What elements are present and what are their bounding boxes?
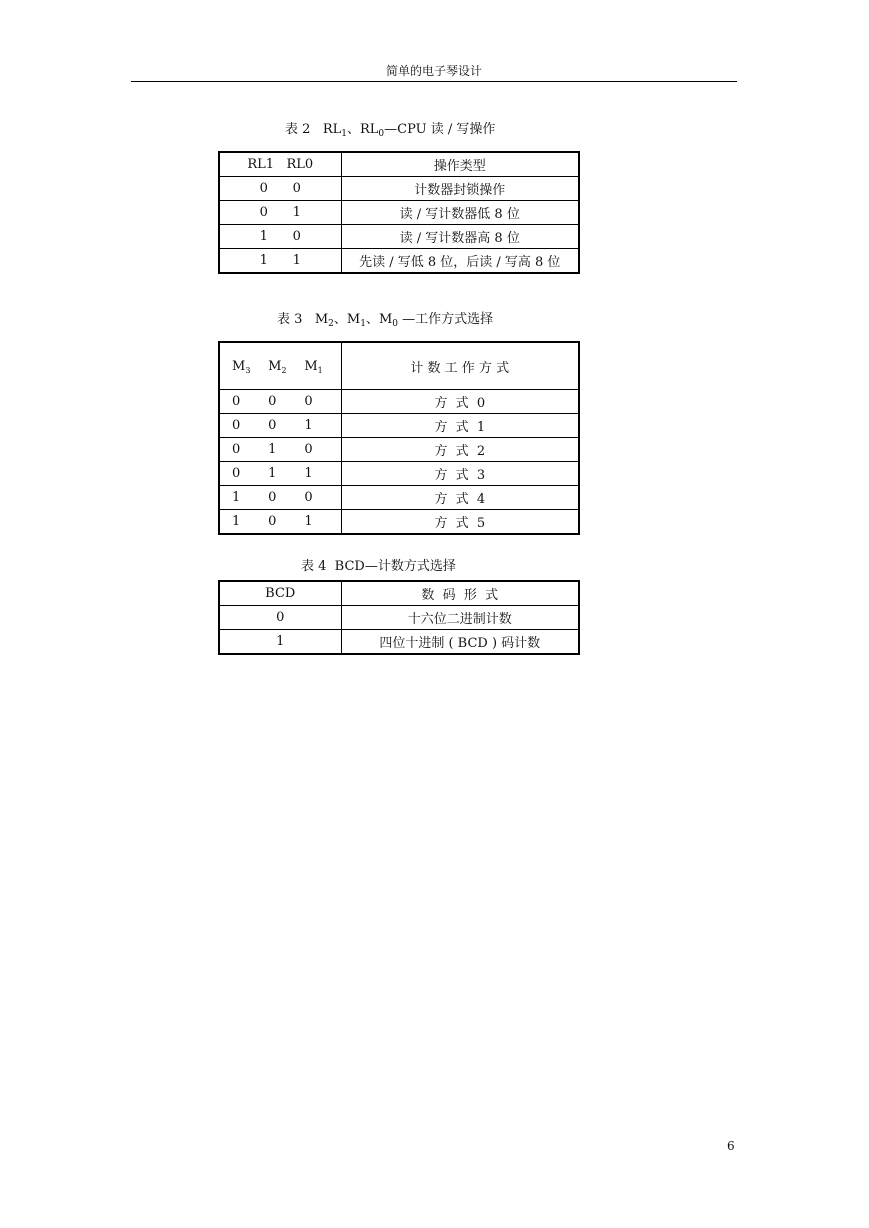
table-row <box>219 390 579 414</box>
m2-label: $M_2$ <box>268 358 287 375</box>
m-bits-cell: 1 0 0 <box>219 486 341 510</box>
header-cell-rl: RL1 RL0 <box>219 152 341 177</box>
header-cell-mode: 计 数 工 作 方 式 <box>341 342 579 390</box>
table2-caption: 表 2 $RL_1$、$RL_0—CPU$ 读 / 写操作 <box>285 122 496 139</box>
mode-cell: 方 式 3 <box>341 462 579 486</box>
table-row <box>219 606 579 630</box>
table3-caption: 表 3 $M_2$、$M_1$、$M_0$ —工作方式选择 <box>277 312 494 329</box>
op-cell: 计数器封锁操作 <box>341 177 579 201</box>
table4 <box>218 580 580 655</box>
rl-bits-cell: 0 0 <box>219 177 341 201</box>
m1-label: $M_1$ <box>304 358 323 375</box>
table-row <box>219 510 579 535</box>
m3-label: $M_3$ <box>232 358 251 375</box>
table-header-row <box>219 342 579 390</box>
rl-bits-cell: 1 0 <box>219 225 341 249</box>
m-bits-cell: 0 0 0 <box>219 390 341 414</box>
form-cell: 四位十进制 ( BCD ) 码计数 <box>341 630 579 655</box>
table-row <box>219 249 579 274</box>
m-bits-cell: 0 1 0 <box>219 438 341 462</box>
header-title: 简单的电子琴设计 <box>385 64 482 78</box>
header-cell-bcd: BCD <box>219 581 341 606</box>
rl-bits-cell: 1 1 <box>219 249 341 274</box>
table3 <box>218 341 580 535</box>
form-cell: 十六位二进制计数 <box>341 606 579 630</box>
m-bits-cell: 0 0 1 <box>219 414 341 438</box>
bcd-cell: 0 <box>219 606 341 630</box>
op-cell: 先读 / 写低 8 位，后读 / 写高 8 位 <box>341 249 579 274</box>
table-row <box>219 630 579 655</box>
header-cell-form: 数 码 形 式 <box>341 581 579 606</box>
header-cell-op-type: 操作类型 <box>341 152 579 177</box>
header-cell-m-bits <box>219 342 341 390</box>
op-cell: 读 / 写计数器高 8 位 <box>341 225 579 249</box>
mode-cell: 方 式 1 <box>341 414 579 438</box>
rl-bits-cell: 0 1 <box>219 201 341 225</box>
op-cell: 读 / 写计数器低 8 位 <box>341 201 579 225</box>
m-bits-cell: 1 0 1 <box>219 510 341 535</box>
bcd-cell: 1 <box>219 630 341 655</box>
table-row <box>219 462 579 486</box>
m-bits-cell: 0 1 1 <box>219 462 341 486</box>
mode-cell: 方 式 4 <box>341 486 579 510</box>
table-row <box>219 414 579 438</box>
mode-cell: 方 式 5 <box>341 510 579 535</box>
table-row <box>219 225 579 249</box>
mode-cell: 方 式 2 <box>341 438 579 462</box>
table-header-row <box>219 581 579 606</box>
page-number: 6 <box>727 1139 735 1153</box>
table-row <box>219 486 579 510</box>
table2 <box>218 151 580 274</box>
table4-caption: 表 4 BCD—计数方式选择 <box>301 559 456 574</box>
page-header <box>131 62 737 82</box>
table-row <box>219 177 579 201</box>
table-row <box>219 201 579 225</box>
mode-cell: 方 式 0 <box>341 390 579 414</box>
table-row <box>219 438 579 462</box>
table-header-row <box>219 152 579 177</box>
